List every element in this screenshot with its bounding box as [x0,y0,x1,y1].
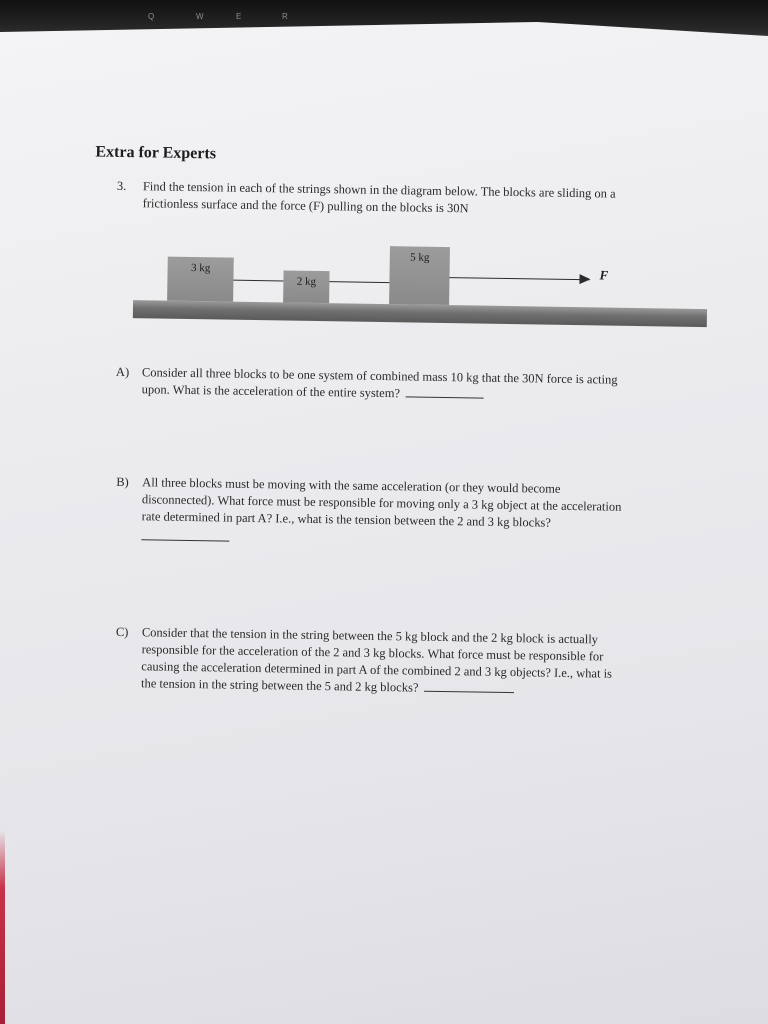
part-b-line-2: disconnected). What force must be responsible for moving only a 3 kg object at the acceleration [141,492,622,514]
force-vector-line [449,277,589,280]
string-3kg-2kg [233,280,283,282]
question-line-2: frictionless surface and the force (F) pulling on the blocks is 30N [142,196,469,216]
section-heading: Extra for Experts [95,143,217,163]
question-text [142,178,615,219]
block-2kg [283,270,329,303]
part-b-text [141,474,621,548]
key-w: W [196,12,204,21]
answer-blank-b[interactable] [141,531,229,541]
key-r: R [282,12,288,21]
part-c-label: C) [115,624,129,640]
part-c-line-2: responsible for the acceleration of the 2 and 3 kg blocks. What force must be responsible for [141,642,604,664]
question-3 [116,178,717,227]
part-c-text [141,624,613,699]
part-a-text [142,364,618,405]
arrow-right-icon [579,274,590,284]
part-b-line-1: All three blocks must be moving with the same acceleration (or they would become [142,475,561,496]
part-a-line-2-text: upon. What is the acceleration of the entire system? [141,382,401,401]
key-e: E [236,12,242,21]
part-c [115,624,716,713]
part-a-label: A) [115,364,130,380]
part-a-line-1: Consider all three blocks to be one system of combined mass 10 kg that the 30N force is acting [141,365,618,387]
key-q: Q [148,12,155,21]
part-c-line-3: causing the acceleration determined in part A of the combined 2 and 3 kg objects? I.e., what is [141,659,613,681]
block-3kg [167,257,234,302]
answer-blank-a[interactable] [406,395,484,398]
string-2kg-5kg [329,281,389,283]
block-3kg-label: 3 kg [190,262,211,275]
blocks-diagram [133,232,710,333]
part-b-label: B) [116,474,129,490]
part-c-line-1: Consider that the tension in the string between the 5 kg block and the 2 kg block is actually [141,625,599,647]
block-2kg-label: 2 kg [296,275,317,288]
part-b-line-3: rate determined in part A? I.e., what is the tension between the 2 and 3 kg blocks? [141,509,552,530]
part-a [115,364,716,413]
question-line-1: Find the tension in each of the strings shown in the diagram below. The blocks are sliding on a [142,179,616,201]
answer-blank-c[interactable] [424,690,514,693]
force-label: F [599,267,609,283]
part-c-line-4-text: the tension in the string between the 5 and 2 kg blocks? [140,676,419,695]
red-object-edge [0,830,5,1024]
block-5kg [389,246,450,305]
part-b [115,474,716,563]
block-5kg-label: 5 kg [410,251,430,264]
question-number: 3. [116,178,127,193]
